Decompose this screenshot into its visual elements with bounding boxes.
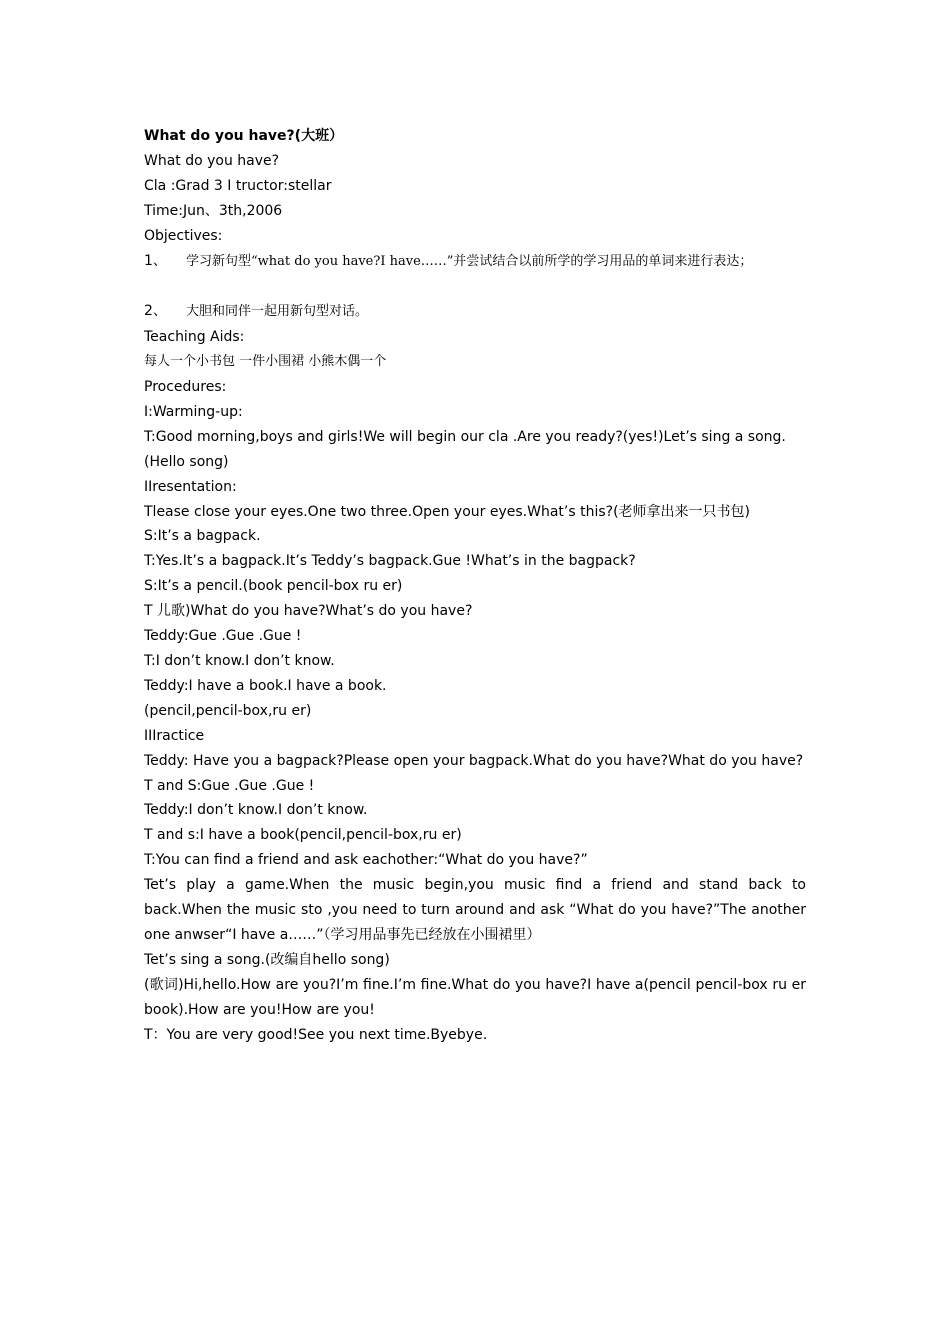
practice-line-2: T and S:Gue .Gue .Gue ! bbox=[144, 777, 315, 794]
document-page bbox=[144, 124, 806, 1048]
lesson-title: What do you have?(大班） bbox=[144, 128, 344, 144]
teaching-aids-text: 每人一个小书包 一件小围裙 小熊木偶一个 bbox=[144, 354, 387, 370]
presentation-line-8: Teddy:I have a book.I have a book. bbox=[144, 677, 387, 694]
practice-line-9: T：You are very good!See you next time.Byebye. bbox=[144, 1026, 488, 1043]
presentation-line-2: S:It’s a bagpack. bbox=[144, 528, 261, 545]
presentation-label: IIresentation: bbox=[144, 478, 237, 495]
procedures-label: Procedures: bbox=[144, 379, 227, 396]
objective-1 bbox=[144, 249, 806, 275]
practice-line-8: (歌词)Hi,hello.How are you?I’m fine.I’m fine.What do you have?I have a(pencil pencil-box ru er book).How are you!How are you! bbox=[144, 976, 806, 1018]
objective-1-text: 学习新句型“what do you have?I have……”并尝试结合以前所学的学习用品的单词来进行表达； bbox=[186, 253, 753, 269]
objective-2 bbox=[144, 299, 806, 325]
blank-line bbox=[144, 274, 806, 299]
practice-line-4: T and s:I have a book(pencil,pencil-box,ru er) bbox=[144, 827, 462, 844]
practice-line-6: Tet’s play a game.When the music begin,you music find a friend and stand back to back.When the music sto ,you need to turn around and ask “What do you have?”The another one anwser“I have a……”（学习用品事先已经放在小围裙里） bbox=[144, 877, 806, 943]
presentation-line-7: T:I don’t know.I don’t know. bbox=[144, 653, 335, 670]
class-instructor-line: Cla :Grad 3 I tructor:stellar bbox=[144, 177, 332, 194]
objectives-label: Objectives: bbox=[144, 227, 223, 244]
practice-line-7: Tet’s sing a song.(改编自hello song) bbox=[144, 951, 390, 968]
presentation-line-5: T 儿歌)What do you have?What’s do you have? bbox=[144, 603, 473, 620]
presentation-line-1: Tlease close your eyes.One two three.Open your eyes.What’s this?(老师拿出来一只书包) bbox=[144, 503, 750, 520]
lesson-subtitle: What do you have? bbox=[144, 152, 280, 169]
objective-2-text: 大胆和同伴一起用新句型对话。 bbox=[186, 304, 369, 320]
warmup-song: (Hello song) bbox=[144, 453, 229, 470]
presentation-line-3: T:Yes.It’s a bagpack.It’s Teddy’s bagpack.Gue !What’s in the bagpack? bbox=[144, 553, 636, 570]
presentation-line-6: Teddy:Gue .Gue .Gue ! bbox=[144, 628, 302, 645]
objective-2-number: 2、 bbox=[144, 303, 167, 320]
teaching-aids-label: Teaching Aids: bbox=[144, 329, 245, 346]
presentation-line-9: (pencil,pencil-box,ru er) bbox=[144, 702, 312, 719]
objective-1-number: 1、 bbox=[144, 252, 167, 269]
practice-line-3: Teddy:I don’t know.I don’t know. bbox=[144, 802, 368, 819]
time-line: Time:Jun、3th,2006 bbox=[144, 202, 283, 219]
practice-line-5: T:You can find a friend and ask eachother:“What do you have?” bbox=[144, 852, 588, 869]
practice-label: IIIractice bbox=[144, 727, 205, 744]
presentation-line-4: S:It’s a pencil.(book pencil-box ru er) bbox=[144, 578, 403, 595]
warmup-label: I:Warming-up: bbox=[144, 403, 243, 420]
warmup-text: T:Good morning,boys and girls!We will begin our cla .Are you ready?(yes!)Let’s sing a song. bbox=[144, 428, 786, 445]
practice-line-1: Teddy: Have you a bagpack?Please open your bagpack.What do you have?What do you have? bbox=[144, 752, 804, 769]
